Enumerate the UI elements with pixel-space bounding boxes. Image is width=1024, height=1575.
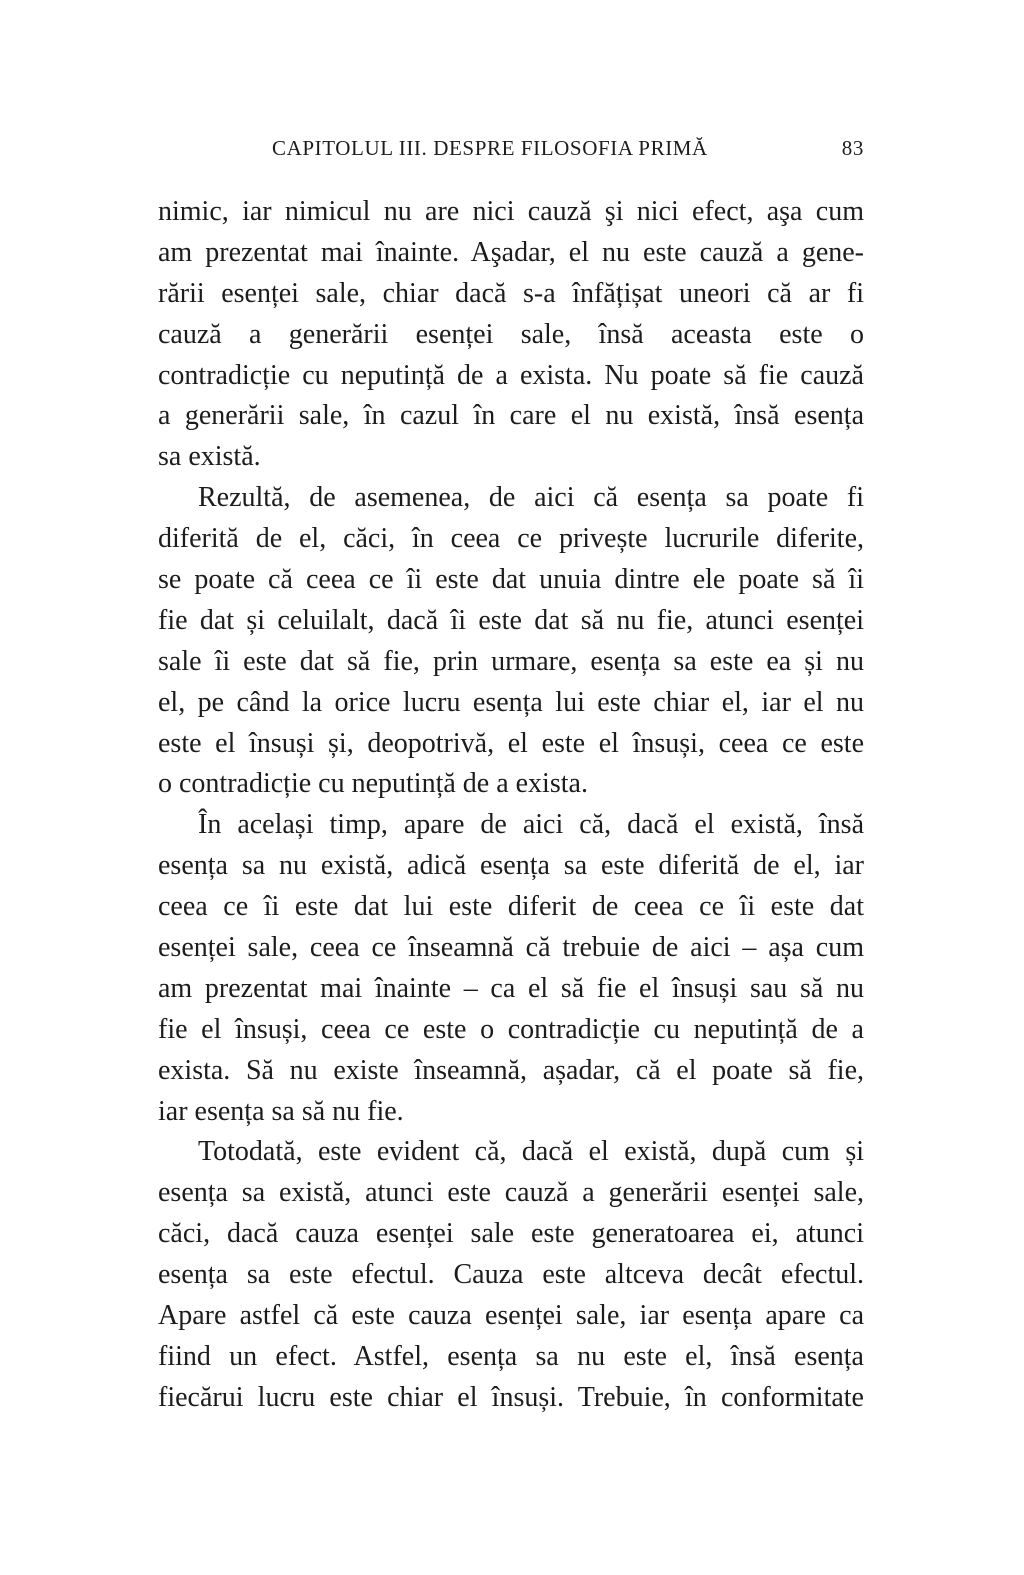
text-line: iar esența sa să nu fie. — [158, 1095, 404, 1127]
text-body — [158, 192, 864, 1419]
text-line: În același timp, apare de aici că, dacă el există, însă — [198, 809, 864, 841]
text-line: am prezentat mai înainte – ca el să fie el însuși sau să nu — [158, 972, 864, 1004]
text-line: o contradicție cu neputință de a exista. — [158, 768, 588, 800]
text-line: esența sa nu există, adică esența sa este diferită de el, iar — [158, 850, 864, 882]
text-line: el, pe când la orice lucru esența lui este chiar el, iar el nu — [158, 686, 864, 718]
text-line: nimic, iar nimicul nu are nici cauză şi nici efect, aşa cum — [158, 196, 864, 227]
paragraph-3 — [158, 805, 864, 1132]
text-line: cauză a generării esenței sale, însă aceasta este o — [158, 318, 864, 350]
text-line: sale îi este dat să fie, prin urmare, esența sa este ea și nu — [158, 645, 864, 677]
text-line: Totodată, este evident că, dacă el există, după cum și — [198, 1136, 864, 1168]
text-line: fie dat și celuilalt, dacă îi este dat să nu fie, atunci esenței — [158, 604, 864, 636]
paragraph-4 — [158, 1132, 864, 1418]
text-line: esența sa este efectul. Cauza este altceva decât efectul. — [158, 1259, 864, 1291]
text-line: fiecărui lucru este chiar el însuși. Trebuie, în conformitate — [158, 1381, 864, 1413]
text-line: Rezultă, de asemenea, de aici că esența sa poate fi — [198, 482, 864, 514]
text-line: Apare astfel că este cauza esenței sale, iar esența apare ca — [158, 1300, 864, 1332]
paragraph-2 — [158, 478, 864, 805]
text-line: se poate că ceea ce îi este dat unuia dintre ele poate să îi — [158, 564, 864, 596]
text-line: fiind un efect. Astfel, esența sa nu este el, însă esența — [158, 1340, 864, 1372]
text-line: rării esenței sale, chiar dacă s-a înfățișat uneori că ar fi — [158, 277, 864, 309]
text-line: esenței sale, ceea ce înseamnă că trebuie de aici – așa cum — [158, 932, 864, 964]
text-line: sa există. — [158, 441, 261, 473]
text-line: exista. Să nu existe înseamnă, așadar, că el poate să fie, — [158, 1054, 864, 1086]
text-line: a generării sale, în cazul în care el nu există, însă esența — [158, 400, 864, 432]
text-line: contradicție cu neputință de a exista. Nu poate să fie cauză — [158, 359, 864, 391]
running-header — [158, 136, 864, 166]
running-title: CAPITOLUL III. DESPRE FILOSOFIA PRIMĂ — [272, 136, 708, 160]
text-line: ceea ce îi este dat lui este diferit de ceea ce îi este dat — [158, 891, 864, 923]
text-line: fie el însuși, ceea ce este o contradicție cu neputință de a — [158, 1013, 864, 1045]
text-line: este el însuși și, deopotrivă, el este el însuși, ceea ce este — [158, 727, 864, 759]
text-line: am prezentat mai înainte. Aşadar, el nu este cauză a gene- — [158, 236, 864, 268]
text-line: esența sa există, atunci este cauză a generării esenței sale, — [158, 1177, 864, 1209]
text-line: diferită de el, căci, în ceea ce privește lucrurile diferite, — [158, 523, 864, 555]
paragraph-1 — [158, 192, 864, 478]
text-line: căci, dacă cauza esenței sale este generatoarea ei, atunci — [158, 1218, 864, 1250]
page-number: 83 — [841, 136, 864, 160]
